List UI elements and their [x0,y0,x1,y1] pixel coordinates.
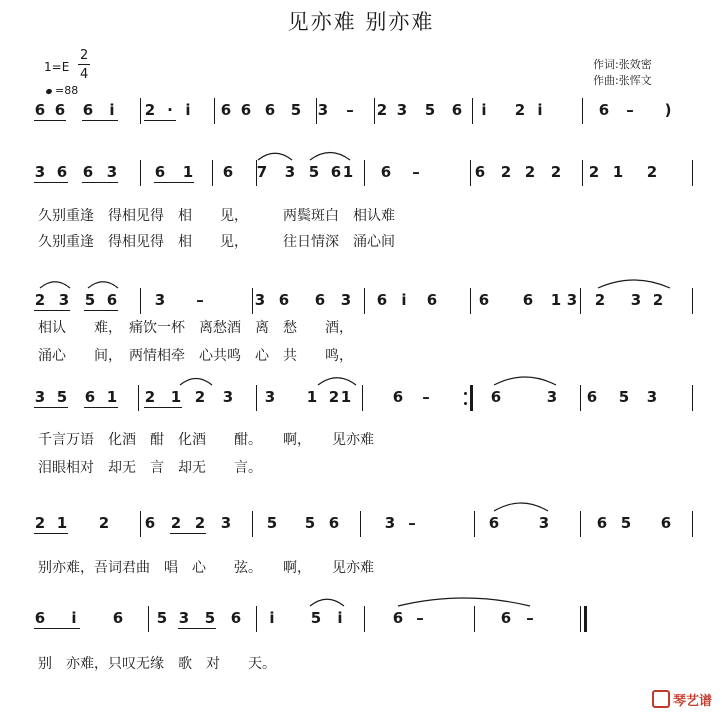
key-signature: 1=E [44,60,70,74]
lyric-line: 千言万语 化酒 酣 化酒 酣。 啊， 见亦难 [38,432,374,448]
site-logo [652,690,712,709]
note: 2 [98,514,110,532]
note: 3 [546,388,558,406]
note: 3 [106,163,118,181]
note: 2 [376,101,388,119]
note: 3 [317,101,329,119]
note: 6 [376,291,388,309]
note: 3 [220,514,232,532]
note: 2 [514,101,526,119]
note: 3 [284,163,296,181]
note: 2 [328,388,340,406]
note: i [537,101,543,119]
note: 3 [646,388,658,406]
note: 6 [478,291,490,309]
note: 2 [144,101,156,119]
note: 6 [278,291,290,309]
lyric-line: 相认 难， 痛饮一杯 离愁酒 离 愁 酒， [38,320,353,336]
note: 5 [308,163,320,181]
note: 6 [54,101,66,119]
note: 1 [342,163,354,181]
note: 3 [384,514,396,532]
note: 2 [550,163,562,181]
tempo-mark: =88 [55,84,79,97]
note: 6 [586,388,598,406]
note: 6 [392,609,404,627]
note: i [185,101,191,119]
note: 6 [34,101,46,119]
note: 6 [222,163,234,181]
note: 6 [330,163,342,181]
note: 5 [56,388,68,406]
note: 6 [82,101,94,119]
lyricist-credit: 作词:张效密 [593,58,652,71]
note: 6 [144,514,156,532]
note: 6 [598,101,610,119]
note: 1 [56,514,68,532]
note: 6 [328,514,340,532]
note: 3 [222,388,234,406]
note: 6 [522,291,534,309]
slur-arc [258,153,292,160]
note: 6 [474,163,486,181]
lyric-line: 别亦难，吾词君曲 唱 心 弦。 啊， 见亦难 [38,560,374,576]
note: 2 [588,163,600,181]
note: 5 [310,609,322,627]
note: i [481,101,487,119]
note: 2 [170,514,182,532]
note: 1 [550,291,562,309]
note: 5 [84,291,96,309]
note: – [526,609,534,627]
note: 6 [154,163,166,181]
note: 1 [340,388,352,406]
note: 2 [524,163,536,181]
time-signature-top: 2 [80,48,89,63]
note: 6 [220,101,232,119]
note: 6 [426,291,438,309]
note: 6 [106,291,118,309]
note: 5 [290,101,302,119]
note: 5 [424,101,436,119]
note: 3 [154,291,166,309]
note: i [337,609,343,627]
song-title: 见亦难 别亦难 [287,10,435,34]
note: 6 [500,609,512,627]
note: 2 [34,291,46,309]
note: 3 [566,291,578,309]
slur-arc [494,377,556,385]
note: 7 [256,163,268,181]
note: – [346,101,354,119]
note: ) [664,101,672,119]
note: i [71,609,77,627]
note: 6 [490,388,502,406]
note: 1 [612,163,624,181]
slur-arc [310,153,350,161]
note: 1 [106,388,118,406]
note: 3 [264,388,276,406]
note: 5 [204,609,216,627]
note: 6 [380,163,392,181]
note: 6 [314,291,326,309]
note: 2 [194,514,206,532]
lyric-line: 泪眼相对 却无 言 却无 言。 [38,460,262,476]
note: – [416,609,424,627]
note: 6 [596,514,608,532]
slur-arc [310,599,344,606]
note: 5 [156,609,168,627]
note: 3 [538,514,550,532]
note: 3 [340,291,352,309]
note: 6 [240,101,252,119]
note: 3 [630,291,642,309]
note: 3 [396,101,408,119]
lyric-line: 别 亦难，只叹无缘 歌 对 天。 [38,656,276,672]
logo-icon [652,690,670,708]
logo-text: 琴艺谱 [672,694,712,709]
note: 6 [488,514,500,532]
slur-arc [494,503,548,511]
note: 2 [34,514,46,532]
note: i [109,101,115,119]
note: 1 [306,388,318,406]
note: 2 [646,163,658,181]
note: 5 [618,388,630,406]
note: 5 [304,514,316,532]
note: 3 [254,291,266,309]
note: 2 [144,388,156,406]
slur-arc [180,379,212,386]
note: · [167,101,173,119]
note: – [196,291,204,309]
note: i [401,291,407,309]
note: 3 [178,609,190,627]
note: – [626,101,634,119]
note: 5 [620,514,632,532]
note: 3 [58,291,70,309]
time-signature-bottom: 4 [80,67,89,82]
note: 1 [170,388,182,406]
slur-arc [88,282,118,288]
note: – [412,163,420,181]
note: 1 [182,163,194,181]
composer-credit: 作曲:张恽文 [593,74,652,87]
note: 6 [56,163,68,181]
note: 6 [82,163,94,181]
slur-arc [598,280,670,288]
note: 6 [112,609,124,627]
lyric-line: 久别重逢 得相见得 相 见， 往日情深 涌心间 [38,234,395,250]
note: 6 [451,101,463,119]
note: 6 [230,609,242,627]
slur-arc [318,378,356,385]
note: – [422,388,430,406]
slur-arc [40,282,70,288]
note: 2 [594,291,606,309]
note: 6 [392,388,404,406]
note: – [408,514,416,532]
slur-arc [398,598,530,606]
note: i [269,609,275,627]
note: 2 [194,388,206,406]
note: 2 [500,163,512,181]
lyric-line: 涌心 间， 两情相牵 心共鸣 心 共 鸣， [38,348,353,364]
note: 3 [34,388,46,406]
note: 3 [34,163,46,181]
lyric-line: 久别重逢 得相见得 相 见， 两鬓斑白 相认难 [38,208,395,224]
note: 6 [34,609,46,627]
note: 6 [84,388,96,406]
note: 6 [264,101,276,119]
note: 2 [652,291,664,309]
note: 6 [660,514,672,532]
note: 5 [266,514,278,532]
